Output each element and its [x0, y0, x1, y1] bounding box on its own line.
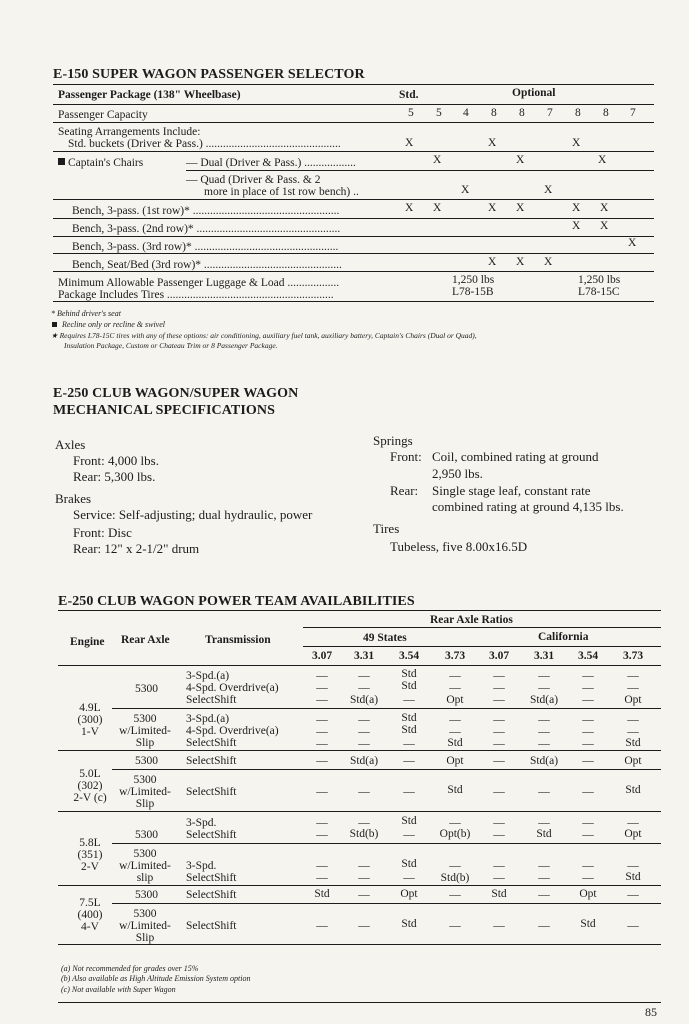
ratio-header: 3.54 — [398, 650, 420, 662]
ratio-header: 3.31 — [353, 650, 375, 662]
cell: — — [358, 726, 370, 738]
footnote: (b) Also available as High Altitude Emission System option — [61, 974, 251, 983]
cell: — — [493, 714, 505, 726]
cell: — — [449, 670, 461, 682]
spring-front-value: Coil, combined rating at ground — [432, 449, 599, 464]
x-mark: X — [488, 256, 497, 268]
engine-label: 4.9L — [79, 702, 101, 714]
cell: — — [316, 714, 328, 726]
cell: Std(a) — [529, 755, 559, 767]
divider — [58, 885, 661, 886]
cell: — — [316, 755, 328, 767]
capacity-value: 7 — [630, 107, 636, 119]
transmission-header: Transmission — [205, 634, 271, 646]
x-mark: X — [600, 202, 609, 214]
bench-1st-label: Bench, 3-pass. (1st row)* ................................................... — [72, 205, 340, 217]
cell: — — [493, 860, 505, 872]
cell: — — [627, 817, 639, 829]
cell: — — [493, 755, 505, 767]
x-mark: X — [600, 220, 609, 232]
quad-label-2: more in place of 1st row bench) .. — [204, 186, 359, 198]
tire-value: L78-15C — [578, 286, 620, 298]
x-mark: X — [516, 202, 525, 214]
footnote: Recline only or recline & swivel — [62, 320, 166, 329]
engine-label: 1-V — [81, 726, 99, 738]
x-mark: X — [405, 137, 414, 149]
divider — [112, 903, 661, 904]
selector-title: E-150 SUPER WAGON PASSENGER SELECTOR — [53, 67, 365, 82]
rear-axle-value: w/Limited- — [119, 920, 171, 932]
transmission-value: 3-Spd. — [186, 817, 217, 829]
cell: — — [493, 786, 505, 798]
capacity-label: Passenger Capacity — [58, 109, 148, 121]
states49-header: 49 States — [363, 632, 407, 644]
x-mark: X — [628, 237, 637, 249]
cell: — — [493, 829, 505, 841]
ratio-header: 3.07 — [311, 650, 333, 662]
cell: — — [627, 714, 639, 726]
transmission-value: SelectShift — [186, 872, 237, 884]
cell: Std — [625, 737, 641, 749]
rear-axle-value: w/Limited- — [119, 725, 171, 737]
rear-axle-ratios-header: Rear Axle Ratios — [430, 614, 513, 626]
cell: — — [538, 860, 550, 872]
power-title: E-250 CLUB WAGON POWER TEAM AVAILABILITIES — [58, 594, 415, 609]
cell: — — [582, 872, 594, 884]
cell: — — [316, 872, 328, 884]
x-mark: X — [516, 154, 525, 166]
cell: — — [493, 872, 505, 884]
axle-front: Front: 4,000 lbs. — [73, 453, 159, 468]
cell: — — [449, 860, 461, 872]
x-mark: X — [461, 184, 470, 196]
rear-axle-value: Slip — [135, 798, 155, 810]
cell: — — [358, 889, 370, 901]
cell: Std — [580, 918, 596, 930]
engine-header: Engine — [70, 636, 105, 648]
engine-label: 2-V — [81, 861, 99, 873]
cell: — — [493, 682, 505, 694]
cell: — — [582, 829, 594, 841]
divider — [53, 301, 654, 302]
cell: Std — [536, 828, 552, 840]
cell: — — [627, 860, 639, 872]
tire-value: L78-15B — [452, 286, 494, 298]
cell: — — [449, 726, 461, 738]
cell: — — [538, 670, 550, 682]
cell: Std(b) — [440, 872, 470, 884]
cell: — — [316, 694, 328, 706]
cell: — — [582, 670, 594, 682]
cell: — — [358, 714, 370, 726]
cell: Std — [447, 784, 463, 796]
square-bullet-icon — [58, 158, 65, 165]
transmission-value: SelectShift — [186, 737, 237, 749]
cell: Opt — [624, 828, 642, 840]
cell: — — [582, 682, 594, 694]
capacity-value: 8 — [519, 107, 525, 119]
cell: — — [358, 738, 370, 750]
mech-title: E-250 CLUB WAGON/SUPER WAGON — [53, 386, 299, 401]
cell: Std — [401, 680, 417, 692]
cell: — — [403, 786, 415, 798]
divider — [58, 811, 661, 812]
divider — [58, 610, 661, 611]
rear-axle-value: 5300 — [135, 683, 158, 695]
capacity-value: 7 — [547, 107, 553, 119]
cell: — — [358, 860, 370, 872]
cell: Std — [491, 888, 507, 900]
ratio-header: 3.73 — [622, 650, 644, 662]
cell: Opt — [624, 694, 642, 706]
cell: — — [538, 714, 550, 726]
ratio-header: 3.07 — [488, 650, 510, 662]
springs-label: Springs — [373, 433, 413, 448]
tires-label: Tires — [373, 521, 400, 536]
engine-label: 4-V — [81, 921, 99, 933]
dual-label: — Dual (Driver & Pass.) .................. — [186, 157, 356, 169]
header-package: Passenger Package (138" Wheelbase) — [58, 89, 241, 101]
divider — [53, 151, 654, 152]
cell: Std(b) — [349, 828, 379, 840]
cell: — — [627, 920, 639, 932]
captain-chairs-label: Captain's Chairs — [68, 157, 144, 169]
cell: — — [493, 817, 505, 829]
capacity-value: 8 — [491, 107, 497, 119]
divider — [53, 271, 654, 272]
std-buckets-label: Std. buckets (Driver & Pass.) ............................................... — [68, 138, 341, 150]
transmission-value: SelectShift — [186, 829, 237, 841]
bench-3rd-label: Bench, 3-pass. (3rd row)* .................................................. — [72, 241, 339, 253]
square-bullet-icon — [52, 322, 57, 327]
cell: — — [493, 920, 505, 932]
cell: — — [538, 817, 550, 829]
cell: — — [358, 872, 370, 884]
axles-label: Axles — [55, 437, 86, 452]
cell: Std — [401, 815, 417, 827]
divider — [303, 646, 661, 647]
cell: — — [582, 694, 594, 706]
cell: — — [538, 889, 550, 901]
cell: — — [358, 817, 370, 829]
divider — [58, 750, 661, 751]
transmission-value: SelectShift — [186, 694, 237, 706]
divider — [53, 122, 654, 123]
cell: — — [403, 829, 415, 841]
brake-front: Front: Disc — [73, 525, 132, 540]
ratio-header: 3.54 — [577, 650, 599, 662]
bench-seat-bed-label: Bench, Seat/Bed (3rd row)* ................................................ — [72, 259, 342, 271]
brake-rear: Rear: 12" x 2-1/2" drum — [73, 541, 200, 556]
cell: — — [449, 682, 461, 694]
cell: — — [449, 714, 461, 726]
engine-label: 5.0L — [79, 768, 101, 780]
luggage-label: Minimum Allowable Passenger Luggage & Load .................. — [58, 277, 340, 289]
cell: Std — [401, 668, 417, 680]
header-optional: Optional — [512, 87, 556, 99]
cell: — — [403, 738, 415, 750]
cell: — — [316, 786, 328, 798]
cell: — — [403, 755, 415, 767]
header-std: Std. — [399, 89, 419, 101]
cell: Opt — [624, 755, 642, 767]
engine-label: (351) — [77, 849, 103, 861]
cell: — — [403, 694, 415, 706]
load-value: 1,250 lbs — [578, 274, 621, 286]
cell: — — [316, 738, 328, 750]
rear-axle-header: Rear Axle — [121, 634, 170, 646]
cell: — — [316, 860, 328, 872]
x-mark: X — [544, 184, 553, 196]
cell: — — [582, 714, 594, 726]
cell: — — [316, 829, 328, 841]
cell: Opt — [400, 888, 418, 900]
rear-axle-value: slip — [136, 872, 154, 884]
divider — [53, 253, 654, 254]
page-number: 85 — [645, 1005, 657, 1019]
cell: — — [538, 682, 550, 694]
engine-label: 7.5L — [79, 897, 101, 909]
divider — [53, 84, 654, 85]
cell: Opt(b) — [439, 828, 471, 840]
rear-axle-value: 5300 — [133, 774, 157, 786]
ratio-header: 3.31 — [533, 650, 555, 662]
capacity-value: 8 — [603, 107, 609, 119]
rear-axle-value: 5300 — [135, 755, 158, 767]
brake-service: Service: Self-adjusting; dual hydraulic, power — [73, 507, 313, 522]
transmission-value: 3-Spd.(a) — [186, 713, 230, 725]
cell: — — [493, 670, 505, 682]
x-mark: X — [516, 256, 525, 268]
cell: — — [538, 920, 550, 932]
divider — [58, 944, 661, 945]
cell: Std(a) — [349, 694, 379, 706]
california-header: California — [538, 631, 589, 643]
divider — [112, 708, 661, 709]
cell: — — [582, 726, 594, 738]
transmission-value: SelectShift — [186, 786, 237, 798]
cell: — — [627, 889, 639, 901]
engine-label: 2-V (c) — [73, 792, 107, 804]
capacity-value: 5 — [408, 107, 414, 119]
brakes-label: Brakes — [55, 491, 92, 506]
x-mark: X — [488, 202, 497, 214]
cell: Std — [625, 871, 641, 883]
cell: — — [316, 670, 328, 682]
footnote: (a) Not recommended for grades over 15% — [61, 964, 199, 973]
rear-axle-value: 5300 — [133, 713, 157, 725]
cell: — — [493, 738, 505, 750]
cell: Opt — [446, 755, 464, 767]
spring-rear-label: Rear: — [390, 483, 419, 498]
x-mark: X — [572, 202, 581, 214]
engine-label: (400) — [77, 909, 103, 921]
cell: — — [538, 786, 550, 798]
x-mark: X — [598, 154, 607, 166]
cell: — — [627, 670, 639, 682]
cell: — — [538, 738, 550, 750]
cell: Std — [401, 712, 417, 724]
divider — [58, 665, 661, 666]
divider — [53, 218, 654, 219]
cell: Opt — [446, 694, 464, 706]
cell: — — [493, 726, 505, 738]
transmission-value: SelectShift — [186, 889, 237, 901]
cell: Opt — [579, 888, 597, 900]
x-mark: X — [433, 154, 442, 166]
cell: — — [582, 860, 594, 872]
cell: — — [449, 920, 461, 932]
x-mark: X — [544, 256, 553, 268]
cell: Std(a) — [529, 694, 559, 706]
capacity-value: 4 — [463, 107, 469, 119]
cell: — — [627, 726, 639, 738]
footnote: * Behind driver's seat — [51, 309, 121, 318]
cell: — — [538, 726, 550, 738]
transmission-value: SelectShift — [186, 920, 237, 932]
divider — [53, 199, 654, 200]
cell: Std — [625, 784, 641, 796]
capacity-value: 8 — [575, 107, 581, 119]
divider — [303, 627, 661, 628]
cell: Std — [401, 724, 417, 736]
cell: — — [627, 682, 639, 694]
cell: — — [316, 817, 328, 829]
rear-axle-value: 5300 — [135, 829, 158, 841]
cell: — — [316, 920, 328, 932]
divider — [53, 236, 654, 237]
seating-label: Seating Arrangements Include: — [58, 126, 201, 138]
cell: — — [403, 872, 415, 884]
transmission-value: 3-Spd. — [186, 860, 217, 872]
engine-label: (300) — [77, 714, 103, 726]
cell: — — [582, 786, 594, 798]
cell: — — [493, 694, 505, 706]
load-value: 1,250 lbs — [452, 274, 495, 286]
cell: — — [358, 920, 370, 932]
cell: Std — [314, 888, 330, 900]
rear-axle-value: 5300 — [133, 908, 157, 920]
cell: Std — [447, 737, 463, 749]
cell: — — [449, 817, 461, 829]
x-mark: X — [488, 137, 497, 149]
rear-axle-value: w/Limited- — [119, 786, 171, 798]
tires-value: Tubeless, five 8.00x16.5D — [390, 539, 528, 554]
divider — [186, 170, 654, 171]
tires-label: Package Includes Tires .......................................................... — [58, 289, 334, 301]
footnote: Insulation Package, Custom or Chateau Trim or 8 Passenger Package. — [64, 341, 278, 350]
rear-axle-value: Slip — [135, 737, 155, 749]
cell: Std — [401, 858, 417, 870]
bench-2nd-label: Bench, 3-pass. (2nd row)* .................................................. — [72, 223, 341, 235]
rear-axle-value: 5300 — [133, 848, 157, 860]
transmission-value: 4-Spd. Overdrive(a) — [186, 725, 279, 737]
capacity-value: 5 — [436, 107, 442, 119]
cell: Std(a) — [349, 755, 379, 767]
mech-title: MECHANICAL SPECIFICATIONS — [53, 403, 275, 418]
divider — [53, 104, 654, 105]
engine-label: (302) — [77, 780, 103, 792]
cell: — — [316, 726, 328, 738]
cell: — — [449, 889, 461, 901]
transmission-value: SelectShift — [186, 755, 237, 767]
spring-front-value: 2,950 lbs. — [432, 466, 483, 481]
cell: — — [582, 817, 594, 829]
cell: — — [538, 872, 550, 884]
x-mark: X — [572, 137, 581, 149]
transmission-value: 4-Spd. Overdrive(a) — [186, 682, 279, 694]
axle-rear: Rear: 5,300 lbs. — [73, 469, 156, 484]
x-mark: X — [572, 220, 581, 232]
rear-axle-value: w/Limited- — [119, 860, 171, 872]
spring-rear-value: combined rating at ground 4,135 lbs. — [432, 499, 624, 514]
rear-axle-value: Slip — [135, 932, 155, 944]
spring-front-label: Front: — [390, 449, 422, 464]
cell: — — [582, 755, 594, 767]
cell: — — [358, 786, 370, 798]
divider — [58, 1002, 661, 1003]
cell: — — [316, 682, 328, 694]
x-mark: X — [405, 202, 414, 214]
footnote: ★ Requires L78-15C tires with any of these options: air conditioning, auxiliary fuel tank, auxiliary battery, Captain's Chairs (Dual or Quad), — [51, 331, 477, 340]
footnote: (c) Not available with Super Wagon — [61, 985, 176, 994]
cell: — — [358, 670, 370, 682]
x-mark: X — [433, 202, 442, 214]
spring-rear-value: Single stage leaf, constant rate — [432, 483, 591, 498]
divider — [112, 843, 661, 844]
divider — [112, 769, 661, 770]
quad-label: — Quad (Driver & Pass. & 2 — [186, 174, 321, 186]
rear-axle-value: 5300 — [135, 889, 158, 901]
cell: Std — [401, 918, 417, 930]
cell: — — [358, 682, 370, 694]
engine-label: 5.8L — [79, 837, 101, 849]
ratio-header: 3.73 — [444, 650, 466, 662]
cell: — — [582, 738, 594, 750]
transmission-value: 3-Spd.(a) — [186, 670, 230, 682]
